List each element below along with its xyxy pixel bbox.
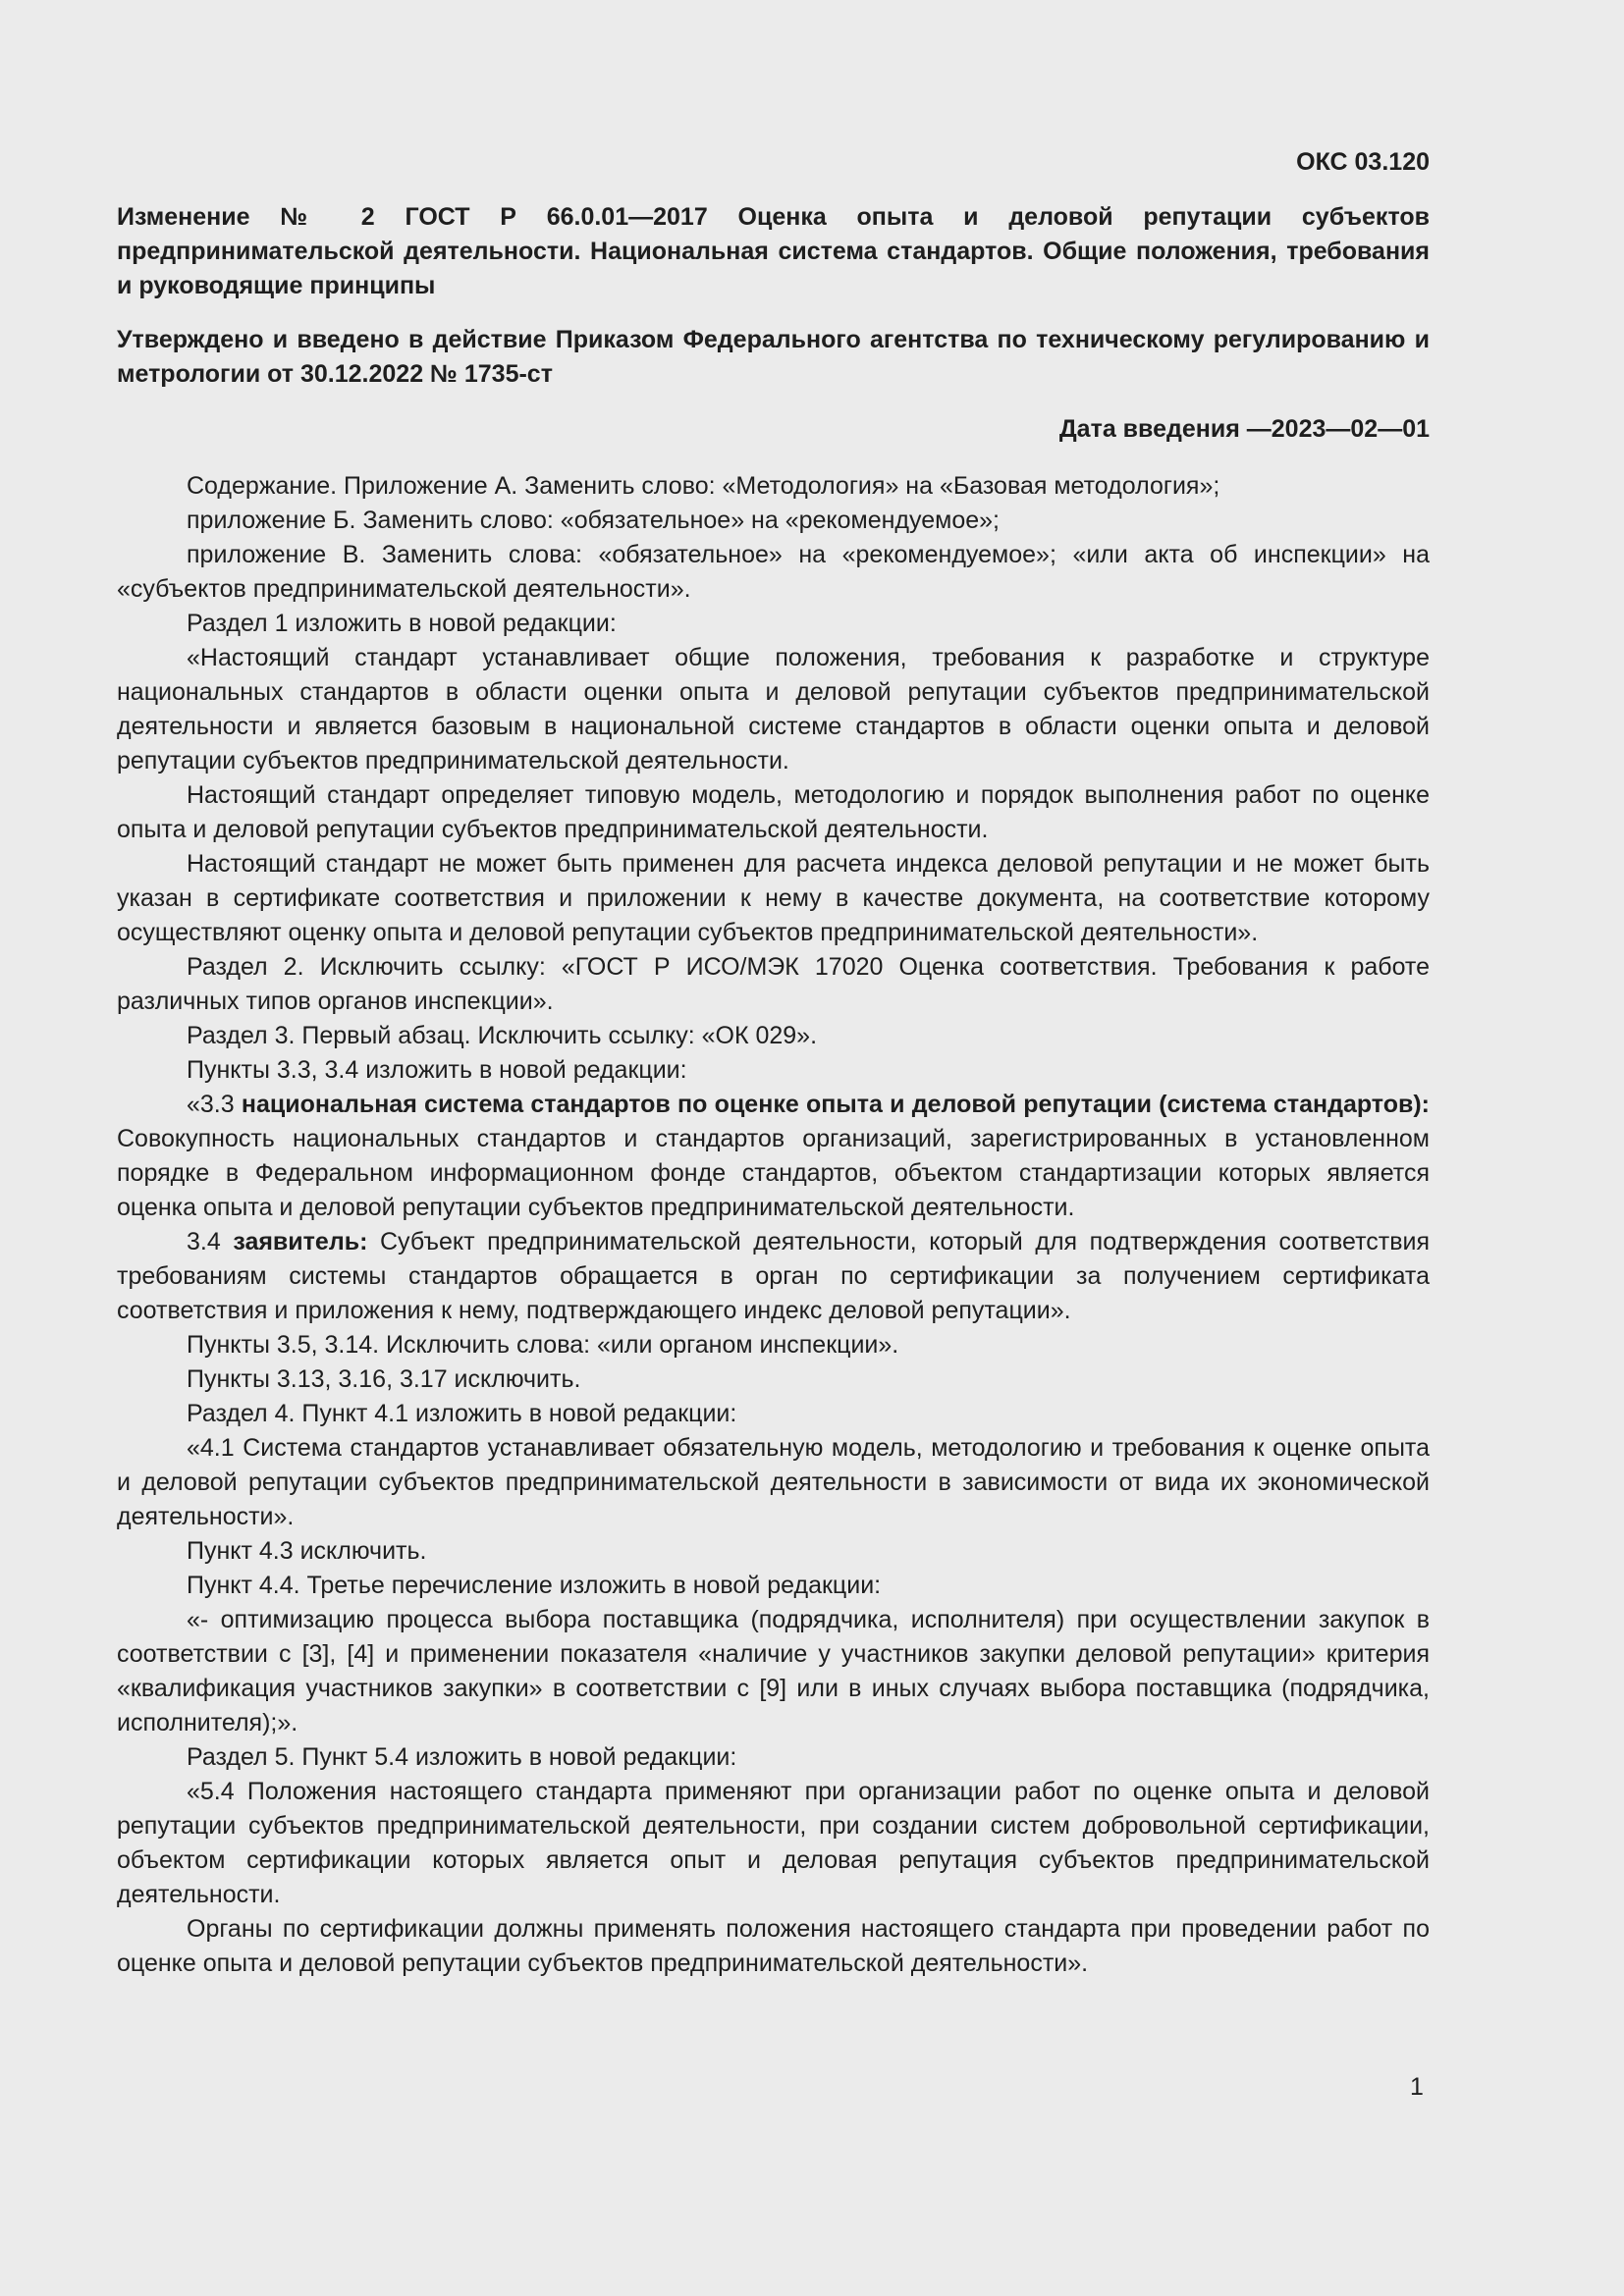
paragraph: Раздел 5. Пункт 5.4 изложить в новой редакции:	[187, 1743, 737, 1771]
paragraph: «- оптимизацию процесса выбора поставщика (подрядчика, исполнителя) при осуществлении закупок в соответствии с [3], [4] и применении показателя «наличие у участников закупки деловой репутации» критерия «квалификация участников закупки» в соответствии с [9] или в иных случаях выбора поставщика (подрядчика, исполнителя);».	[117, 1606, 1430, 1736]
definition-text: Совокупность национальных стандартов и стандартов организаций, зарегистрированных в установленном порядке в Федеральном информационном фонде стандартов, объектом стандартизации которых является оценка опыта и деловой репутации субъектов предпринимательской деятельности.	[117, 1125, 1430, 1221]
paragraph: Пункт 4.4. Третье перечисление изложить в новой редакции:	[187, 1572, 882, 1599]
definition-number: 3.4	[187, 1228, 234, 1255]
paragraph: приложение Б. Заменить слово: «обязательное» на «рекомендуемое»;	[187, 507, 1000, 534]
definition-number: «3.3	[187, 1091, 242, 1118]
paragraph: «5.4 Положения настоящего стандарта применяют при организации работ по оценке опыта и деловой репутации субъектов предпринимательской деятельности, при создании систем добровольной сертификации, объектом сертификации которых является опыт и деловая репутация субъектов предпринимательской деятельности.	[117, 1778, 1430, 1908]
paragraph: Раздел 3. Первый абзац. Исключить ссылку: «ОК 029».	[187, 1022, 818, 1049]
paragraph: Раздел 2. Исключить ссылку: «ГОСТ Р ИСО/МЭК 17020 Оценка соответствия. Требования к работе различных типов органов инспекции».	[117, 953, 1430, 1015]
paragraph: Содержание. Приложение А. Заменить слово: «Методология» на «Базовая методология»;	[187, 472, 1220, 500]
paragraph: Пункт 4.3 исключить.	[187, 1537, 427, 1565]
paragraph: приложение В. Заменить слова: «обязательное» на «рекомендуемое»; «или акта об инспекции» на «субъектов предпринимательской деятельности».	[117, 541, 1430, 603]
document-body	[117, 469, 1430, 1981]
paragraph: Органы по сертификации должны применять положения настоящего стандарта при проведении работ по оценке опыта и деловой репутации субъектов предпринимательской деятельности».	[117, 1915, 1430, 1977]
paragraph: «Настоящий стандарт устанавливает общие положения, требования к разработке и структуре национальных стандартов в области оценки опыта и деловой репутации субъектов предпринимательской деятельности и является базовым в национальной системе стандартов в области оценки опыта и деловой репутации субъектов предпринимательской деятельности.	[117, 644, 1430, 774]
paragraph: Настоящий стандарт не может быть применен для расчета индекса деловой репутации и не может быть указан в сертификате соответствия и приложении к нему в качестве документа, на соответствие которому осуществляют оценку опыта и деловой репутации субъектов предпринимательской деятельности».	[117, 850, 1430, 946]
paragraph: Раздел 1 изложить в новой редакции:	[187, 610, 617, 637]
oks-code: ОКС 03.120	[1296, 148, 1430, 176]
document-page	[117, 145, 1430, 1981]
approval-statement: Утверждено и введено в действие Приказом Федерального агентства по техническому регулированию и метрологии от 30.12.2022 № 1735-ст	[117, 326, 1430, 388]
definition-term: национальная система стандартов по оценке опыта и деловой репутации (система стандартов):	[241, 1091, 1430, 1118]
definition-term: заявитель:	[233, 1228, 368, 1255]
effective-date: Дата введения —2023—02—01	[1058, 415, 1430, 443]
paragraph: Пункты 3.3, 3.4 изложить в новой редакции:	[187, 1056, 687, 1084]
definition-text: Субъект предпринимательской деятельности, который для подтверждения соответствия требованиям системы стандартов обращается в орган по сертификации за получением сертификата соответствия и приложения к нему, подтверждающего индекс деловой репутации».	[117, 1228, 1430, 1324]
page-number: 1	[1410, 2073, 1424, 2101]
document-title: Изменение № 2 ГОСТ Р 66.0.01—2017 Оценка опыта и деловой репутации субъектов предпринимательской деятельности. Национальная система стандартов. Общие положения, требования и руководящие принципы	[117, 203, 1430, 299]
paragraph: Раздел 4. Пункт 4.1 изложить в новой редакции:	[187, 1400, 737, 1427]
paragraph: Пункты 3.13, 3.16, 3.17 исключить.	[187, 1365, 581, 1393]
paragraph: Настоящий стандарт определяет типовую модель, методологию и порядок выполнения работ по оценке опыта и деловой репутации субъектов предпринимательской деятельности.	[117, 781, 1430, 843]
definition-3-4	[117, 1225, 1430, 1328]
paragraph: Пункты 3.5, 3.14. Исключить слова: «или органом инспекции».	[187, 1331, 899, 1359]
definition-3-3	[117, 1088, 1430, 1225]
paragraph: «4.1 Система стандартов устанавливает обязательную модель, методологию и требования к оценке опыта и деловой репутации субъектов предпринимательской деятельности в зависимости от вида их экономической деятельности».	[117, 1434, 1430, 1530]
